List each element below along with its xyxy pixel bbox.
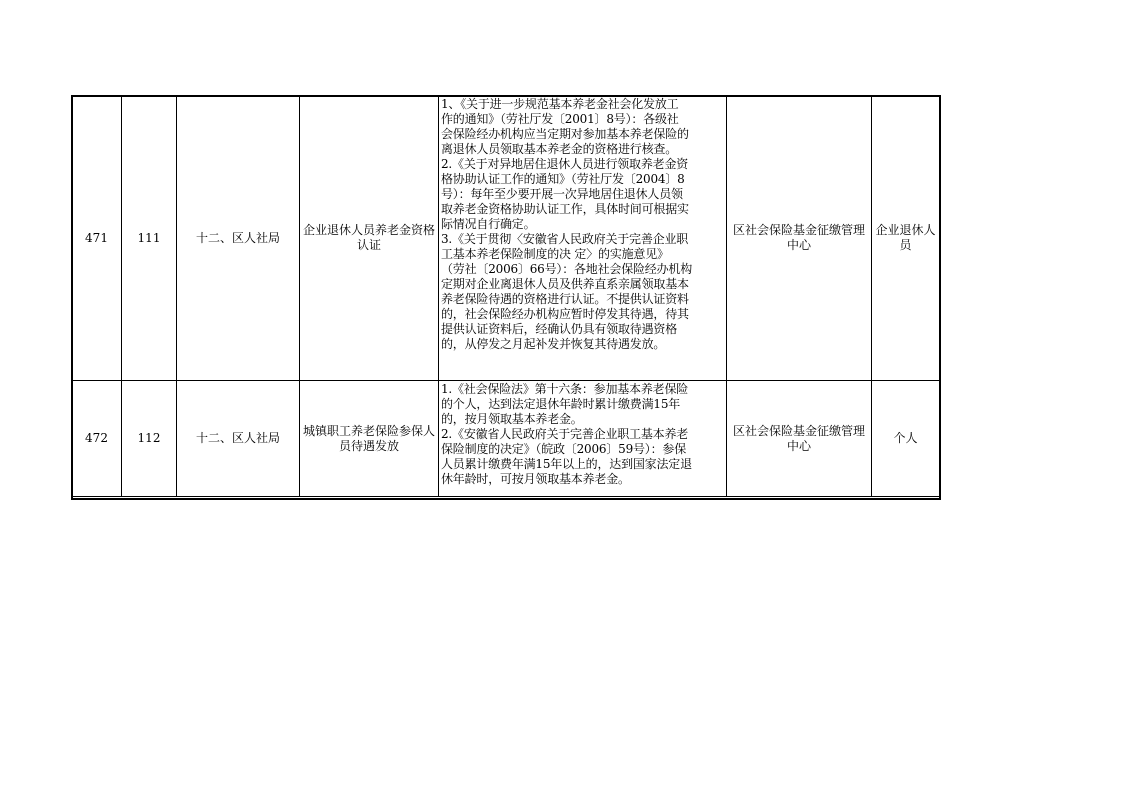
seq-cell: 471	[72, 96, 122, 381]
basis-line: 的，按月领取基本养老金。	[441, 412, 583, 426]
basis-line: 会保险经办机构应当定期对参加基本养老保险的	[441, 127, 689, 141]
table-row	[72, 381, 940, 497]
basis-line: 1.《社会保险法》第十六条：参加基本养老保险	[441, 382, 689, 396]
basis-line: 提供认证资料后，经确认仍具有领取待遇资格	[441, 322, 678, 336]
basis-line: 号）：每年至少要开展一次异地居住退休人员领	[441, 187, 683, 201]
basis-line: 3.《关于贯彻〈安徽省人民政府关于完善企业职	[441, 232, 689, 246]
item-name-cell: 企业退休人员养老金资格认证	[300, 96, 439, 381]
basis-line: 取养老金资格协助认证工作，具体时间可根据实	[441, 202, 689, 216]
basis-line: 作的通知》（劳社厅发〔2001〕8号）：各级社	[441, 112, 679, 126]
basis-line: 际情况自行确定。	[441, 217, 536, 231]
basis-line: 的，社会保险经办机构应暂时停发其待遇，待其	[441, 307, 689, 321]
legal-basis-cell	[439, 96, 727, 381]
basis-line: 工基本养老保险制度的决 定〉的实施意见》	[441, 247, 669, 261]
target-cell: 个人	[872, 381, 940, 497]
department-cell: 十二、区人社局	[177, 96, 300, 381]
basis-line: 休年龄时，可按月领取基本养老金。	[441, 472, 630, 486]
basis-line: 2.《安徽省人民政府关于完善企业职工基本养老	[441, 427, 689, 441]
basis-line: 1、《关于进一步规范基本养老金社会化发放工	[441, 97, 679, 111]
code-cell: 112	[122, 381, 177, 497]
basis-line: 2.《关于对异地居住退休人员进行领取养老金资	[441, 157, 689, 171]
implementing-body-cell: 区社会保险基金征缴管理中心	[727, 381, 872, 497]
basis-line: 养老保险待遇的资格进行认证。不提供认证资料	[441, 292, 689, 306]
target-cell: 企业退休人员	[872, 96, 940, 381]
department-cell: 十二、区人社局	[177, 381, 300, 497]
service-items-table	[71, 95, 940, 497]
basis-line: （劳社〔2006〕66号）：各地社会保险经办机构	[441, 262, 693, 276]
basis-line: 的个人，达到法定退休年龄时累计缴费满15年	[441, 397, 681, 411]
implementing-body-cell: 区社会保险基金征缴管理中心	[727, 96, 872, 381]
basis-line: 格协助认证工作的通知》（劳社厅发〔2004〕8	[441, 172, 685, 186]
basis-line: 的，从停发之月起补发并恢复其待遇发放。	[441, 337, 666, 351]
basis-line: 定期对企业离退休人员及供养直系亲属领取基本	[441, 277, 689, 291]
seq-cell: 472	[72, 381, 122, 497]
basis-line: 保险制度的决定》（皖政〔2006〕59号）：参保	[441, 442, 687, 456]
legal-basis-cell	[439, 381, 727, 497]
table-row	[72, 96, 940, 381]
basis-line: 离退休人员领取基本养老金的资格进行核查。	[441, 142, 678, 156]
code-cell: 111	[122, 96, 177, 381]
basis-line: 人员累计缴费年满15年以上的，达到国家法定退	[441, 457, 692, 471]
item-name-cell: 城镇职工养老保险参保人员待遇发放	[300, 381, 439, 497]
